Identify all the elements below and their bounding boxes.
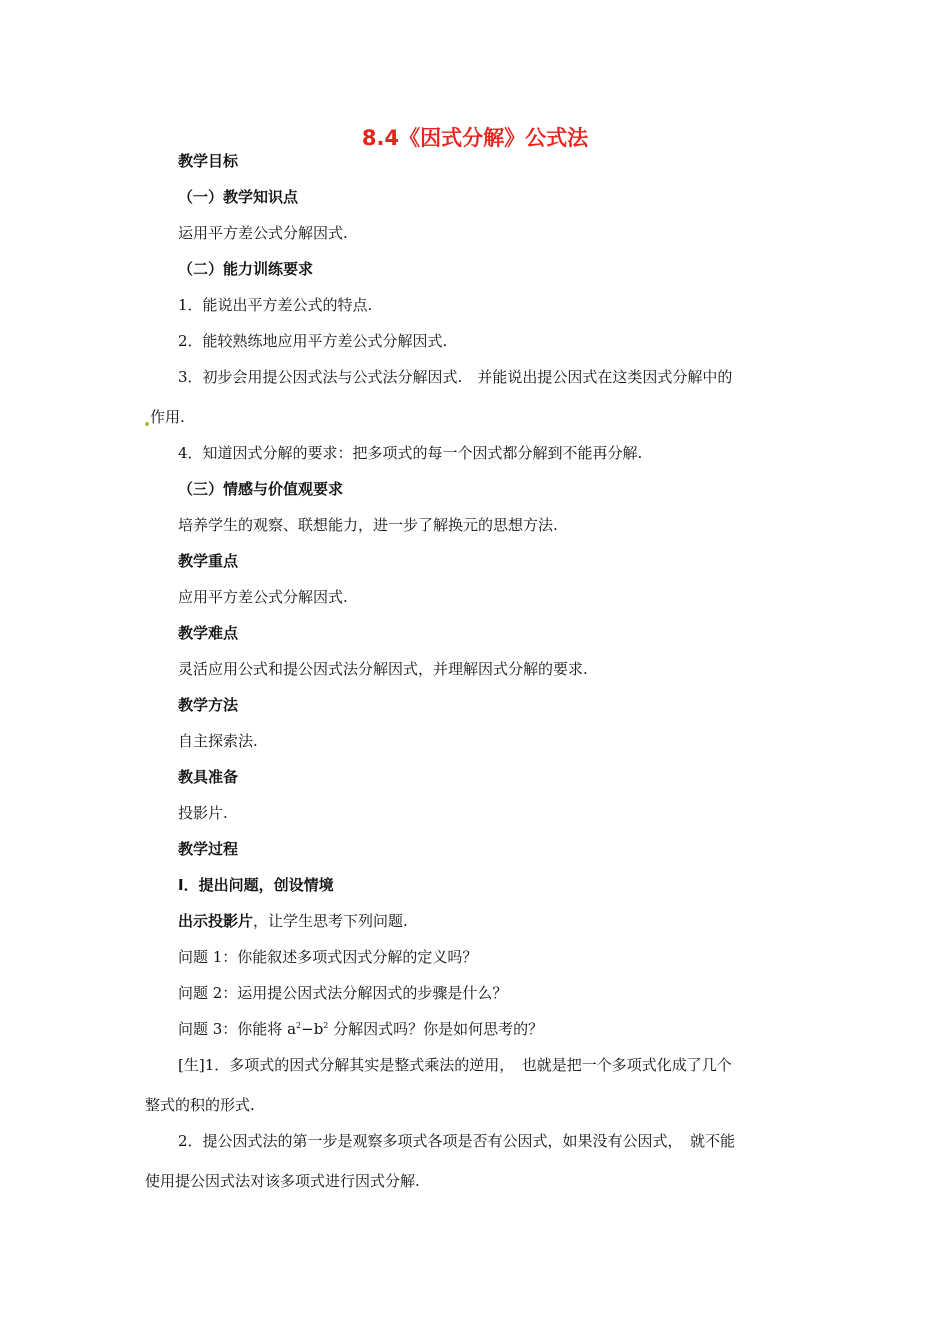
show-slide-rest: ，让学生思考下列问题. <box>253 912 408 930</box>
show-slide-line <box>178 910 408 932</box>
knowledge-text: 运用平方差公式分解因式. <box>178 224 348 242</box>
ability-item-3-line2 <box>145 406 185 428</box>
question-1: 问题 1：你能叙述多项式因式分解的定义吗？ <box>178 948 478 966</box>
document-title: 8.4《因式分解》公式法 <box>361 126 589 150</box>
answer-1-line2: 整式的积的形式. <box>145 1096 255 1114</box>
ability-item-3-line2-text: 作用. <box>150 408 185 426</box>
heading-process: 教学过程 <box>178 840 239 858</box>
heading-key-point: 教学重点 <box>178 552 239 570</box>
question-3-mid: −b <box>301 1020 324 1038</box>
heading-emotion-values: （三）情感与价值观要求 <box>178 480 344 498</box>
section-1-heading: Ⅰ．提出问题，创设情境 <box>178 876 334 894</box>
emotion-text: 培养学生的观察、联想能力，进一步了解换元的思想方法. <box>178 516 558 534</box>
question-2: 问题 2：运用提公因式法分解因式的步骤是什么？ <box>178 984 508 1002</box>
show-slide-bold: 出示投影片 <box>178 912 254 930</box>
answer-2-line2: 使用提公因式法对该多项式进行因式分解. <box>145 1172 420 1190</box>
tools-text: 投影片. <box>178 804 228 822</box>
heading-method: 教学方法 <box>178 696 239 714</box>
heading-tools: 教具准备 <box>178 768 239 786</box>
ability-item-2: 2．能较熟练地应用平方差公式分解因式. <box>178 332 448 350</box>
ability-item-3-line1: 3．初步会用提公因式法与公式法分解因式. 并能说出提公因式在这类因式分解中的 <box>178 368 733 386</box>
ability-item-4: 4．知道因式分解的要求：把多项式的每一个因式都分解到不能再分解. <box>178 444 643 462</box>
heading-ability-requirements: （二）能力训练要求 <box>178 260 314 278</box>
heading-difficulty: 教学难点 <box>178 624 239 642</box>
method-text: 自主探索法. <box>178 732 258 750</box>
difficulty-text: 灵活应用公式和提公因式法分解因式，并理解因式分解的要求. <box>178 660 588 678</box>
key-point-text: 应用平方差公式分解因式. <box>178 588 348 606</box>
question-3-sup-1: 2 <box>296 1021 302 1030</box>
answer-2-line1: 2．提公因式法的第一步是观察多项式各项是否有公因式，如果没有公因式， 就不能 <box>178 1132 736 1150</box>
heading-knowledge-points: （一）教学知识点 <box>178 188 299 206</box>
heading-teaching-goals: 教学目标 <box>178 152 239 170</box>
question-3-pre: 问题 3：你能将 a <box>178 1020 297 1038</box>
question-3 <box>178 1018 543 1040</box>
question-3-post: 分解因式吗？你是如何思考的？ <box>328 1020 544 1038</box>
green-mark <box>145 422 149 426</box>
question-3-sup-2: 2 <box>323 1021 329 1030</box>
ability-item-1: 1．能说出平方差公式的特点. <box>178 296 373 314</box>
answer-1-line1: [生]1．多项式的因式分解其实是整式乘法的逆用， 也就是把一个多项式化成了几个 <box>178 1056 732 1074</box>
